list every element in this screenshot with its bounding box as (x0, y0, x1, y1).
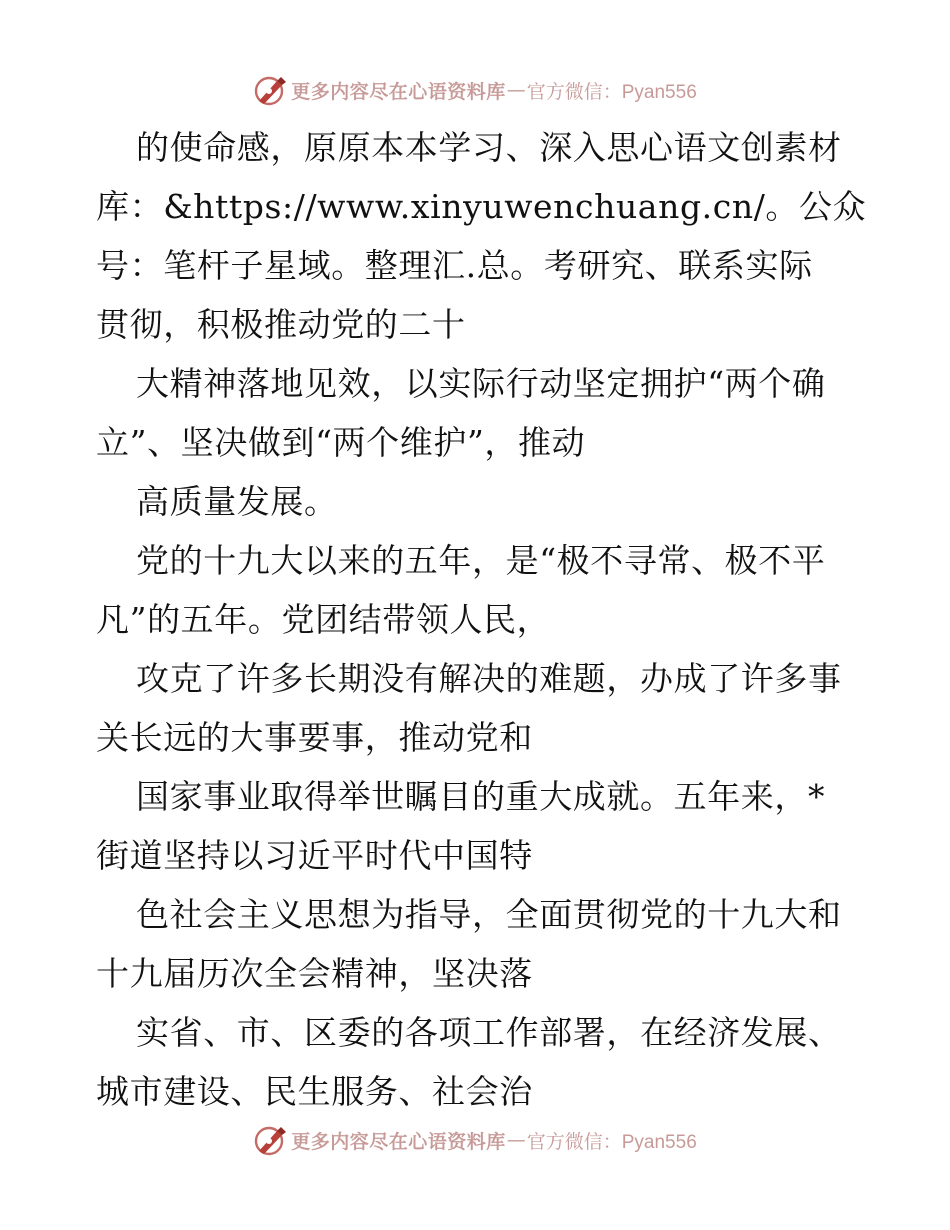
pen-circle-logo-icon (253, 1123, 287, 1157)
footer-banner-text: 更多内容尽在心语资料库 (291, 1130, 506, 1153)
text-line: 党的十九大以来的五年，是“极不寻常、极不平 (136, 541, 826, 580)
text-line: 库：&https://www.xinyuwenchuang.cn/。公众 (96, 187, 867, 226)
header-banner-text: 更多内容尽在心语资料库 (291, 80, 506, 103)
text-line: 贯彻，积极推动党的二十 (96, 305, 466, 344)
footer-separator: — (506, 1129, 526, 1151)
text-line: 关长远的大事要事，推动党和 (96, 718, 533, 757)
text-line: 十九届历次全会精神，坚决落 (96, 954, 533, 993)
text-line: 的使命感，原原本本学习、深入思心语文创素材 (136, 128, 842, 167)
text-line: 攻克了许多长期没有解决的难题，办成了许多事 (136, 659, 842, 698)
header-banner[interactable] (0, 72, 950, 108)
pen-circle-logo-icon (253, 73, 287, 107)
text-line: 城市建设、民生服务、社会治 (96, 1072, 533, 1111)
footer-banner[interactable] (0, 1122, 950, 1158)
text-line: 凡”的五年。党团结带领人民， (96, 600, 551, 639)
text-line: 国家事业取得举世瞩目的重大成就。五年来，* (136, 777, 826, 816)
text-line: 大精神落地见效，以实际行动坚定拥护“两个确 (136, 364, 826, 403)
text-line: 高质量发展。 (136, 482, 338, 521)
text-line: 立”、坚决做到“两个维护”，推动 (96, 423, 586, 462)
text-line: 实省、市、区委的各项工作部署，在经济发展、 (136, 1013, 842, 1052)
document-body (96, 118, 867, 1121)
header-separator: — (506, 79, 526, 101)
text-line: 街道坚持以习近平时代中国特 (96, 836, 533, 875)
text-line: 号：笔杆子星域。整理汇.总。考研究、联系实际 (96, 246, 813, 285)
footer-contact: 官方微信：Pyan556 (526, 1131, 697, 1153)
header-contact: 官方微信：Pyan556 (526, 81, 697, 103)
text-line: 色社会主义思想为指导，全面贯彻党的十九大和 (136, 895, 842, 934)
